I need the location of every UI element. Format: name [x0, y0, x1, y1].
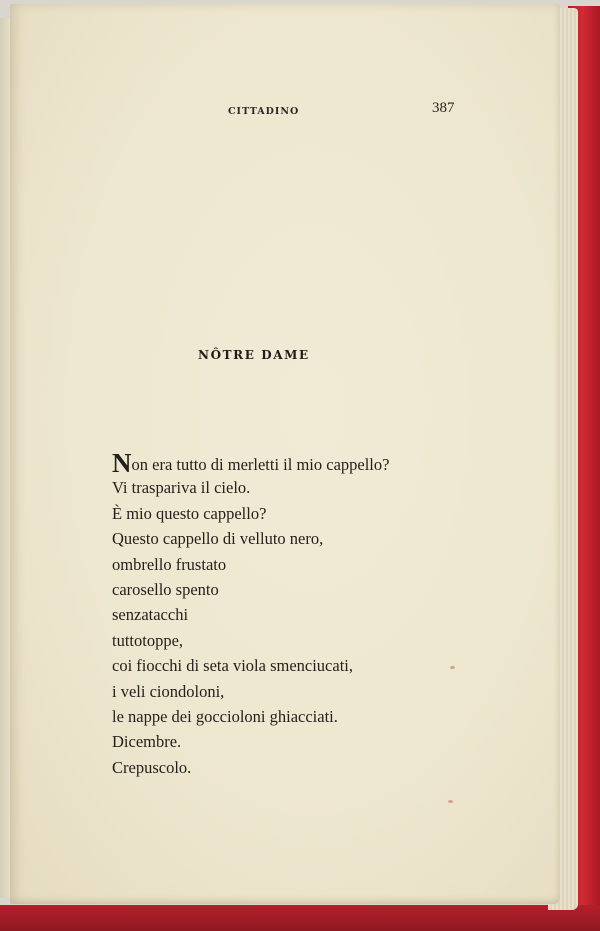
book-cover-bottom	[0, 905, 600, 931]
page-number: 387	[432, 100, 455, 116]
poem-line: Crepuscolo.	[112, 757, 192, 777]
running-head: CITTADINO	[228, 106, 300, 117]
poem-title: NÔTRE DAME	[198, 348, 310, 362]
poem-line: Dicembre.	[112, 732, 182, 752]
poem-line: le nappe dei goccioloni ghiacciati.	[112, 706, 338, 726]
drop-cap: N	[112, 448, 132, 478]
paper-speck	[450, 666, 455, 669]
poem-line: È mio questo cappello?	[112, 503, 267, 523]
poem-line: carosello spento	[112, 579, 219, 599]
poem-line-text: on era tutto di merletti il mio cappello?	[131, 455, 390, 474]
poem-line: coi fiocchi di seta viola smenciucati,	[112, 656, 353, 676]
poem-line: ombrello frustato	[112, 554, 227, 574]
book-page	[10, 4, 560, 904]
poem-body	[112, 450, 389, 780]
poem-line: Vi traspariva il cielo.	[112, 478, 251, 498]
poem-line	[112, 448, 390, 478]
poem-line: tuttotoppe,	[112, 630, 184, 650]
paper-speck	[448, 800, 453, 803]
poem-line: i veli ciondoloni,	[112, 681, 225, 701]
poem-line: Questo cappello di velluto nero,	[112, 529, 324, 549]
poem-line: senzatacchi	[112, 605, 189, 625]
